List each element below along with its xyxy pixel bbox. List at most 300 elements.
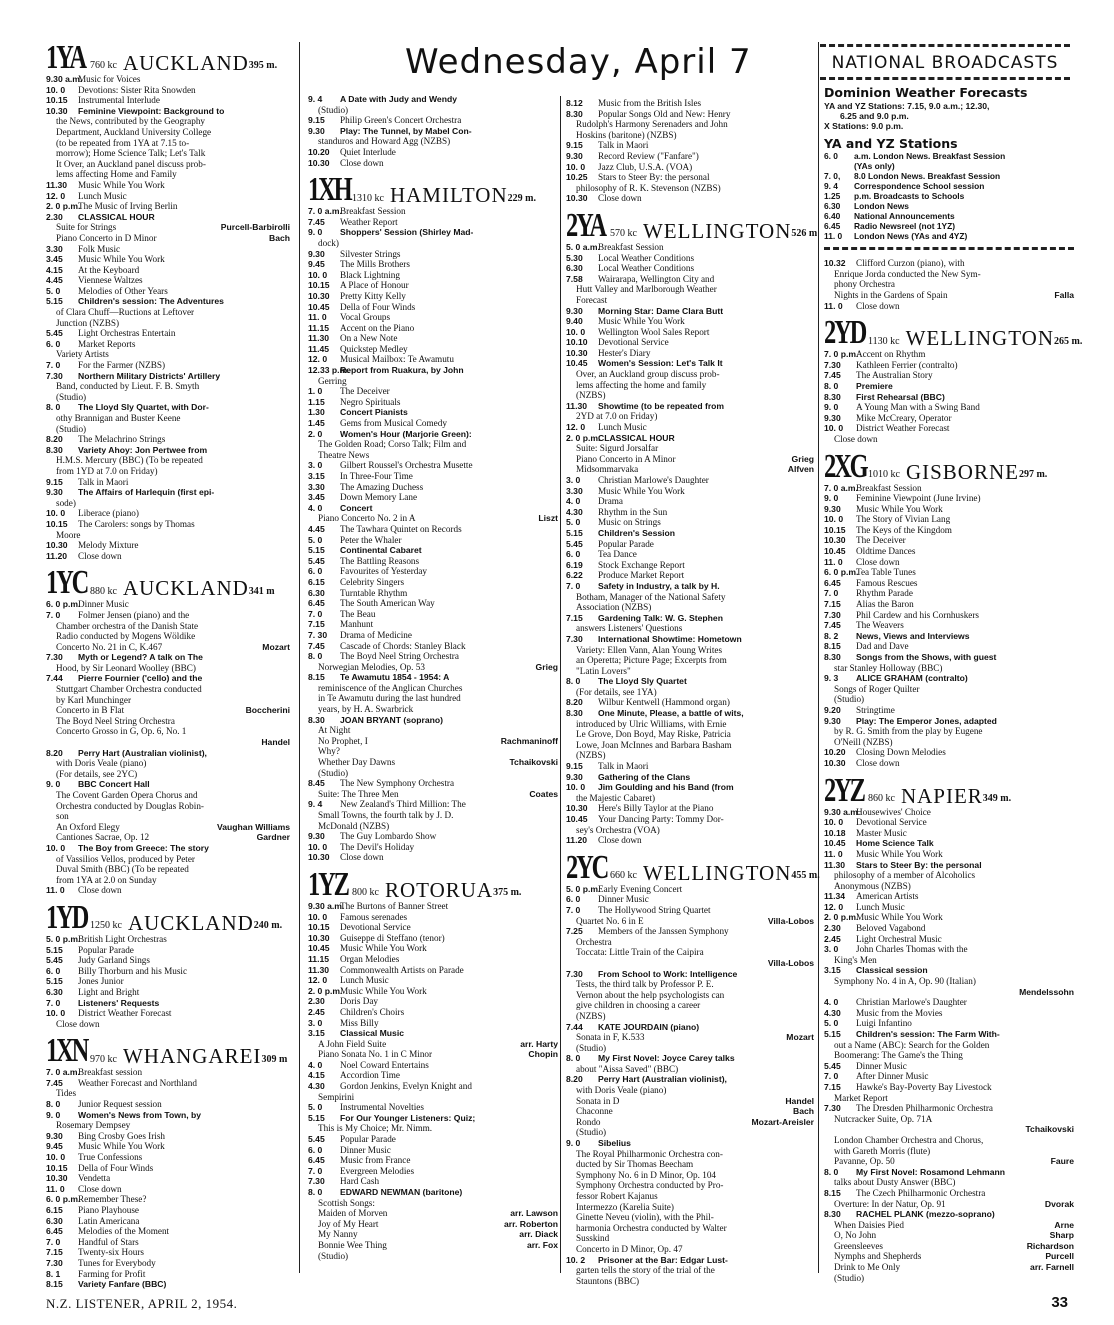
programme-title: Tea Table Tunes [856, 567, 916, 578]
composer: Tchaikovski [1025, 1124, 1074, 1135]
programme-row [308, 323, 558, 334]
programme-title: Doris Day [340, 996, 379, 1007]
programme-time: 7.45 [46, 1077, 63, 1088]
programme-detail: Gerring [318, 375, 347, 386]
national-schedule-row [824, 231, 1074, 241]
programme-time: 10.15 [46, 518, 68, 529]
programme-row [824, 493, 1074, 504]
programme-detail: (NZBS) [576, 1010, 606, 1021]
programme-title: Dinner Music [856, 1060, 907, 1071]
programme-row [824, 1082, 1074, 1093]
programme-title: Te Awamutu 1854 - 1954: A [340, 672, 450, 683]
programme-time: 7. 0 [824, 1071, 839, 1082]
programme-title: Twenty-six Hours [78, 1247, 144, 1258]
programme-row [824, 716, 1074, 727]
programme-row [566, 151, 814, 162]
programme-time: 8.15 [824, 1187, 841, 1198]
programme-row [308, 630, 558, 641]
programme-title: Farming for Profit [78, 1268, 146, 1279]
programme-time: 1.15 [308, 396, 325, 407]
programme-time: 9.20 [824, 704, 841, 715]
national-time: 6.30 [824, 201, 841, 212]
programme-title: Dinner Music [598, 894, 649, 905]
ya-yz-schedule [824, 151, 1074, 241]
programme-row [824, 849, 1074, 860]
programme-title: ALICE GRAHAM (contralto) [856, 673, 968, 684]
programme-detail: (Studio) [318, 1250, 349, 1261]
programme-row [824, 610, 1074, 621]
composer: Liszt [538, 513, 558, 524]
programme-work [824, 1199, 1074, 1210]
programme-row [824, 514, 1074, 525]
programme-time: 7.15 [824, 1081, 841, 1092]
programme-time: 9. 0 [46, 779, 61, 790]
programme-time: 6.30 [566, 263, 583, 274]
programme-detail: ducted by Sir Thomas Beecham [576, 1159, 694, 1170]
programme-row [566, 316, 814, 327]
work-title: Drink to Me Only [834, 1262, 901, 1273]
programme-title: The Australian Story [856, 370, 933, 381]
programme-row [308, 270, 558, 281]
programme-row [308, 831, 558, 842]
programme-time: 11.15 [308, 953, 330, 964]
programme-row [824, 641, 1074, 652]
station-name-block [88, 910, 283, 935]
programme-title: Drama [598, 496, 623, 507]
station-name-row [866, 459, 1048, 484]
programme-row [46, 1269, 290, 1280]
station-city: AUCKLAND [127, 910, 254, 935]
station-heading [824, 771, 1074, 809]
column-4-listings [824, 258, 1083, 1283]
programme-row [46, 212, 290, 223]
programme-title: The Guy Lombardo Show [340, 831, 437, 842]
programme-title: Stock Exchange Report [598, 559, 685, 570]
programme-detail: an Operetta; Picture Page; Excerpts from [576, 655, 727, 666]
programme-time: 7.25 [566, 926, 583, 937]
station-name-block [608, 218, 818, 243]
work-title: An Oxford Elegy [56, 821, 120, 832]
programme-work [824, 290, 1074, 301]
programme-title: The Melachrino Strings [78, 434, 166, 445]
composer: Rachmaninoff [500, 735, 558, 746]
programme-row [824, 747, 1074, 758]
programme-time: 9.15 [566, 761, 583, 772]
composer: Gardner [256, 832, 290, 843]
programme-title: Music for Voices [78, 74, 141, 84]
programme-title: Melodies of the Moment [78, 1226, 170, 1237]
programme-detail: Tests, the third talk by Professor P. E. [576, 979, 714, 990]
programme-row [46, 610, 290, 621]
programme-time: 9. 3 [824, 673, 839, 684]
programme-time: 10. 0 [566, 161, 586, 172]
programme-time: 4.30 [566, 506, 583, 517]
programme-time: 10.15 [824, 524, 846, 535]
programme-detail: with Doris Veale (piano) [56, 758, 147, 769]
station-frequency: 1010 kc [868, 468, 900, 480]
programme-detail: about "Aissa Saved" (BBC) [576, 1063, 679, 1074]
station-heading [566, 206, 818, 244]
programme-title: Close down [856, 556, 900, 567]
programme-time: 10.30 [308, 932, 330, 943]
programme-row [46, 1226, 290, 1237]
work-title: Whether Day Dawns [318, 757, 396, 768]
programme-time: 5.45 [46, 955, 63, 966]
programme-time: 6. 0 p.m. [824, 567, 859, 578]
programme-row [46, 1008, 290, 1019]
programme-time: 10.30 [824, 757, 846, 768]
programme-time: 9.45 [46, 1141, 63, 1152]
programme-detail: London Chamber Orchestra and Chorus, [834, 1134, 984, 1145]
programme-title: Music While You Work [856, 503, 943, 514]
programme-row [46, 1141, 290, 1152]
programme-title: Report from Ruakura, by John [340, 365, 464, 376]
programme-title: Sibelius [598, 1138, 631, 1149]
programme-title: KATE JOURDAIN (piano) [598, 1021, 700, 1032]
programme-title: Philip Green's Concert Orchestra [340, 115, 462, 126]
programme-work [824, 1156, 1074, 1167]
programme-detail: of Vassilios Vellos, produced by Peter [56, 853, 195, 864]
ya-yz-stations-heading: YA and YZ Stations [824, 135, 958, 151]
station-frequency: 800 kc [352, 887, 379, 899]
programme-time: 7.15 [46, 1247, 63, 1258]
programme-title: John Charles Thomas with the [856, 944, 968, 955]
programme-title: In Three-Four Time [340, 471, 413, 481]
programme-time: 6. 0 [46, 338, 61, 349]
programme-row [566, 422, 814, 433]
programme-detail: Botham, Manager of the National Safety [576, 591, 726, 602]
composer: arr. Roberton [504, 1218, 558, 1229]
programme-work [46, 642, 290, 653]
programme-time: 2. 0 p.m. [566, 432, 601, 443]
programme-time: 7.30 [566, 968, 583, 979]
programme-row [566, 905, 814, 916]
programme-row [308, 1018, 558, 1029]
programme-row [308, 609, 558, 620]
national-time: 9. 4 [824, 181, 838, 192]
column-rule-2 [560, 96, 561, 1273]
programme-title: Devotional Service [856, 817, 927, 828]
national-programme: Correspondence School session [854, 181, 985, 192]
programme-row [824, 1018, 1074, 1029]
programme-work [308, 513, 558, 524]
programme-row [824, 997, 1074, 1008]
programme-time: 8. 0 [46, 1099, 61, 1110]
programme-title: Concert Pianists [340, 407, 408, 418]
programme-row [824, 620, 1074, 631]
programme-row [308, 365, 558, 376]
programme-row [566, 969, 814, 980]
programme-detail: (For details, see 1YA) [576, 686, 657, 697]
programme-detail: (Studio) [576, 1042, 607, 1053]
programme-time: 10.45 [824, 838, 846, 849]
programme-title: Della of Four Winds [340, 301, 416, 312]
programme-title: Stars to Steer By: the personal [598, 172, 710, 183]
programme-time: 9.30 a.m. [46, 74, 83, 84]
station-call-sign: 1XN [46, 1032, 88, 1070]
programme-time: 8. 2 [824, 630, 839, 641]
station-city: GISBORNE [905, 459, 1019, 484]
programme-title: Close down [78, 885, 122, 896]
programme-time: 11. 0 [824, 848, 843, 859]
programme-title: Dinner Music [78, 599, 129, 610]
programme-time: 5.45 [824, 1060, 841, 1071]
programme-time: 5.15 [46, 944, 63, 955]
programme-time: 8. 0 [566, 676, 581, 687]
station-call-sign: 2YA [566, 206, 605, 244]
station-frequency: 1250 kc [90, 920, 122, 932]
programme-title: Your Dancing Party: Tommy Dor- [598, 814, 724, 824]
station-wavelength: 455 m. [791, 870, 820, 882]
programme-time: 7. 30 [308, 629, 328, 640]
programme-title: Dinner Music [340, 1144, 391, 1155]
programme-time: 10.20 [824, 747, 846, 758]
programme-title: Devotions: Sister Rita Snowden [78, 84, 196, 95]
programme-row [308, 1007, 558, 1018]
programme-row [824, 360, 1074, 371]
programme-title: The Music of Irving Berlin [78, 201, 178, 212]
programme-row [566, 1022, 814, 1033]
programme-time: 7.30 [46, 1257, 63, 1268]
programme-detail: H.M.S. Mercury (BBC) (To be repeated [56, 455, 203, 466]
programme-row [824, 934, 1074, 945]
programme-row [308, 227, 558, 238]
programme-time: 6.30 [308, 587, 325, 598]
programme-row [308, 1102, 558, 1113]
programme-title: Women's Hour (Marjorie Green): [340, 428, 472, 439]
programme-row [824, 1209, 1074, 1220]
programme-detail: the Majestic Cabaret) [576, 792, 656, 803]
programme-title: Wairarapa, Wellington City and [598, 273, 715, 284]
programme-time: 5.45 [308, 555, 325, 566]
programme-title: The Dresden Philharmonic Orchestra [856, 1103, 994, 1114]
programme-title: Children's Session [598, 527, 676, 538]
programme-row [824, 258, 1074, 269]
programme-title: Gardening Talk: W. G. Stephen [598, 612, 723, 623]
programme-title: Women's News from Town, by [78, 1109, 202, 1120]
programme-row [46, 360, 290, 371]
programme-title: Popular Parade [340, 1134, 396, 1145]
programme-row [46, 296, 290, 307]
programme-time: 4.45 [46, 275, 63, 286]
programme-detail: Market Report [834, 1092, 888, 1103]
programme-detail: Anonymous (NZBS) [834, 880, 911, 891]
programme-title: American Artists [856, 891, 919, 902]
programme-title: Prisoner at the Bar: Edgar Lust- [598, 1254, 728, 1265]
national-time [824, 161, 854, 171]
programme-title: Lunch Music [598, 422, 647, 433]
station-call-sign: 2YZ [824, 771, 864, 809]
programme-time: 7.30 [46, 652, 63, 663]
programme-time: 9. 4 [308, 94, 323, 104]
programme-time: 9. 0 [46, 1109, 61, 1120]
programme-detail: (Studio) [834, 694, 865, 705]
programme-row [308, 344, 558, 355]
programme-title: Weather Report [340, 216, 398, 227]
programme-row [308, 588, 558, 599]
programme-row [824, 705, 1074, 716]
programme-title: Folk Music [78, 243, 121, 254]
programme-time: 8.20 [566, 1074, 583, 1085]
programme-time: 10.45 [308, 943, 330, 954]
programme-time: 8.15 [824, 641, 841, 652]
programme-time: 9.30 [566, 150, 583, 161]
programme-detail: Band, conducted by Lieut. F. B. Smyth [56, 381, 200, 392]
programme-time: 10.30 [824, 535, 846, 546]
programme-time: 12. 0 [308, 975, 328, 986]
programme-row [308, 158, 558, 169]
station-call-sign: 2YC [566, 848, 608, 886]
programme-row [308, 975, 558, 986]
programme-title: The Deceiver [340, 386, 390, 397]
programme-detail: Symphony No. 6 in D Minor, Op. 104 [576, 1169, 717, 1180]
station-name-row [866, 326, 1083, 351]
programme-title: Concert [340, 502, 373, 513]
programme-detail: out a Name (ABC): Search for the Golden [834, 1039, 990, 1050]
programme-detail: Enrique Jorda conducted the New Sym- [834, 268, 981, 279]
programme-time: 4. 0 [566, 496, 581, 507]
programme-title: Closing Down Melodies [856, 747, 946, 758]
programme-row [824, 838, 1074, 849]
programme-time: 10. 0 [566, 326, 586, 337]
station-name-block [866, 326, 1083, 351]
programme-time: 10. 0 [566, 782, 586, 793]
programme-time: 6. 0 [566, 894, 581, 905]
programme-row [46, 106, 290, 117]
programme-title: EDWARD NEWMAN (baritone) [340, 1187, 463, 1197]
work-title: Piano Concerto No. 2 in A [318, 513, 416, 524]
composer: Richardson [1026, 1240, 1074, 1251]
programme-time: 9.30 [46, 1130, 63, 1141]
programme-title: A Place of Honour [340, 280, 409, 291]
station-heading [566, 848, 820, 886]
programme-detail: with Gareth Morris (flute) [834, 1145, 931, 1156]
station-name-row [608, 860, 820, 885]
programme-time: 4.45 [308, 523, 325, 534]
programme-time: 5. 0 [824, 1018, 839, 1029]
page-date-heading: Wednesday, April 7 [405, 42, 752, 82]
programme-detail: (Studio) [576, 1127, 607, 1138]
programme-detail: Ginette Neveu (violin), with the Phil- [576, 1212, 714, 1223]
programme-time: 9.30 [824, 412, 841, 423]
programme-title: Continental Cabaret [340, 545, 422, 556]
work-title: Nutcracker Suite, Op. 71A [834, 1113, 933, 1124]
composer: Faure [1050, 1156, 1074, 1167]
programme-title: Music While You Work [598, 485, 685, 496]
programme-time: 10.15 [46, 95, 68, 106]
programme-time: 9.15 [566, 140, 583, 151]
programme-row [824, 402, 1074, 413]
programme-title: Classical session [856, 965, 928, 976]
programme-title: Turntable Rhythm [340, 587, 408, 598]
programme-title: Peter the Whaler [340, 534, 402, 545]
programme-time: 1. 0 [308, 386, 323, 397]
programme-row [824, 1061, 1074, 1072]
composer: Alfven [787, 464, 814, 475]
programme-row [308, 986, 558, 997]
programme-time: 7.45 [824, 620, 841, 631]
programme-row [566, 253, 814, 264]
programme-detail: Chamber orchestra of the Danish State [56, 620, 199, 631]
programme-title: Gathering of the Clans [598, 771, 691, 782]
work-title: Joy of My Heart [318, 1218, 379, 1229]
programme-time: 11.30 [308, 964, 330, 975]
programme-row [46, 976, 290, 987]
programme-row [566, 517, 814, 528]
programme-title: Clifford Curzon (piano), with [856, 258, 965, 269]
programme-detail: Hutt Valley and Marlborough Weather [576, 284, 717, 295]
programme-row [566, 358, 814, 369]
station-heading [824, 314, 1083, 352]
composer: Arne [1054, 1219, 1074, 1230]
programme-row [566, 162, 814, 173]
programme-row [46, 180, 290, 191]
programme-work [308, 757, 558, 768]
programme-title: Songs from the Shows, with guest [856, 652, 997, 662]
programme-title: Negro Spirituals [340, 396, 401, 407]
programme-row [824, 381, 1074, 392]
programme-row [566, 193, 814, 204]
programme-time: 10.45 [308, 301, 330, 312]
programme-title: The Devil's Holiday [340, 841, 415, 852]
programme-title: Christian Marlowe's Daughter [856, 997, 967, 1008]
programme-title: British Light Orchestras [78, 933, 167, 944]
programme-time: 10.45 [566, 358, 588, 369]
programme-title: The Boyd Neel String Orchestra [340, 651, 459, 662]
programme-detail: Why? [318, 746, 340, 757]
programme-work [824, 1241, 1074, 1252]
programme-title: Music from the British Isles [598, 98, 702, 108]
programme-row [46, 85, 290, 96]
programme-row [308, 641, 558, 652]
programme-time: 10.20 [308, 146, 330, 157]
composer: Grieg [791, 453, 814, 464]
programme-row [824, 1167, 1074, 1178]
programme-row [824, 902, 1074, 913]
programme-work [46, 233, 290, 244]
programme-time: 3.30 [308, 481, 325, 492]
footer-publication: N.Z. LISTENER, APRIL 2, 1954. [46, 1296, 238, 1311]
programme-detail: McDonald (NZBS) [318, 820, 390, 831]
programme-time: 12.33 p.m. [308, 365, 350, 376]
programme-title: Manhunt [340, 619, 374, 630]
work-title: Piano Concerto in A Minor [576, 453, 676, 464]
programme-row [308, 922, 558, 933]
programme-row [308, 1060, 558, 1071]
programme-row [46, 540, 290, 551]
programme-row [824, 301, 1074, 312]
programme-row [824, 392, 1074, 403]
programme-detail: (NZBS) [576, 750, 606, 761]
programme-time: 2.30 [824, 923, 841, 934]
station-wavelength: 229 m. [507, 192, 536, 204]
programme-time: 8. 1 [46, 1268, 61, 1279]
programme-time: 10.10 [566, 337, 588, 348]
composer: Purcell-Barbirolli [220, 222, 290, 233]
station-name-row [350, 877, 522, 902]
programme-row [566, 803, 814, 814]
programme-time: 11.45 [308, 343, 330, 354]
composer: Coates [529, 788, 558, 799]
composer: Chopin [528, 1049, 558, 1060]
programme-time: 9.30 [46, 487, 63, 498]
composer: Dvorak [1044, 1198, 1074, 1209]
programme-title: The Lloyd Sly Quartet [598, 676, 687, 687]
programme-row [308, 672, 558, 683]
programme-time: 10. 0 [46, 842, 66, 853]
programme-row [566, 782, 814, 793]
programme-detail: Suite: Sigurd Jorsalfar [576, 443, 659, 454]
